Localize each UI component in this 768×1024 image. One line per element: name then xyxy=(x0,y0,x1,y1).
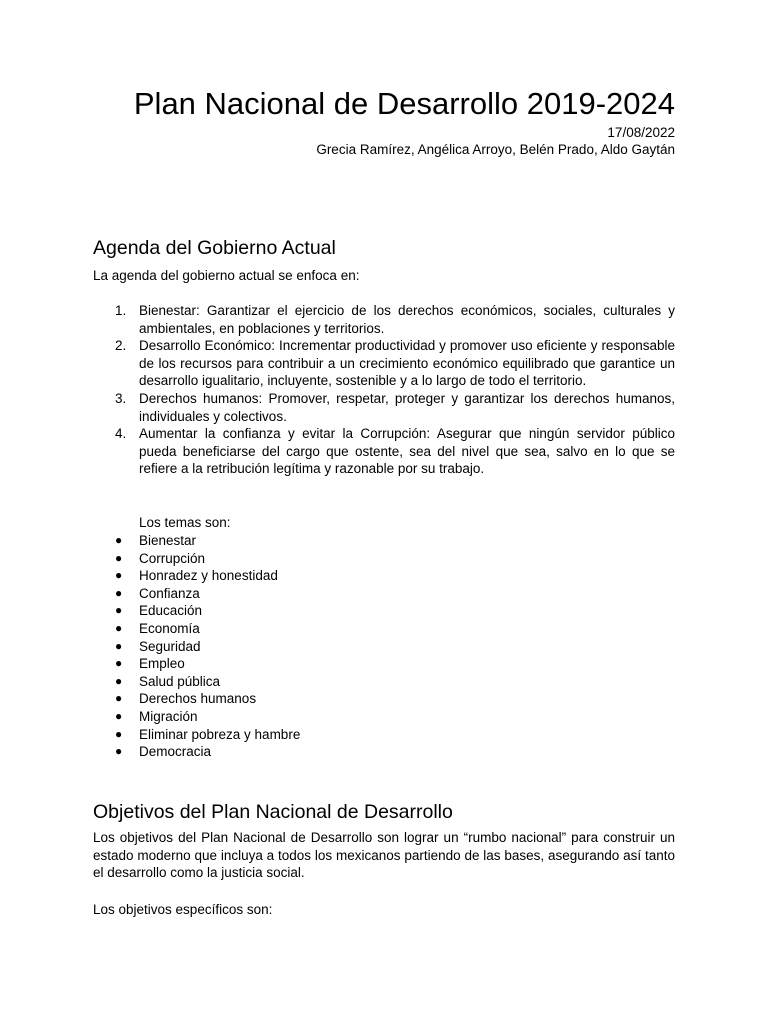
bullet-icon: ● xyxy=(115,568,123,583)
document-title: Plan Nacional de Desarrollo 2019-2024 xyxy=(133,86,675,121)
list-item xyxy=(93,302,675,337)
list-item-text: Bienestar xyxy=(139,533,197,548)
bullet-icon: ● xyxy=(115,603,123,618)
bullet-icon: ● xyxy=(115,726,123,741)
list-item-text: Corrupción xyxy=(139,550,206,566)
list-item-text: Bienestar: Garantizar el ejercicio de los derechos económicos, sociales, culturales y ambientales, en poblaciones y territorios. xyxy=(139,303,675,336)
bullet-icon: ● xyxy=(115,585,123,600)
list-item-number: 2. xyxy=(115,338,127,354)
bullet-icon: ● xyxy=(115,533,123,547)
list-item xyxy=(93,550,675,568)
list-item-text: Salud pública xyxy=(139,673,221,689)
list-item xyxy=(93,390,675,425)
agenda-numbered-list xyxy=(93,302,675,478)
bullet-icon: ● xyxy=(115,656,123,671)
list-item xyxy=(93,567,675,585)
list-item-number: 3. xyxy=(115,390,127,406)
bullet-icon: ● xyxy=(115,673,123,688)
list-item-text: Aumentar la confianza y evitar la Corrupción: Asegurar que ningún servidor público pueda beneficiarse del cargo que ostente, sea del nivel que sea, salvo en lo que se refiere a la retribución legítima y razonable por su trabajo. xyxy=(139,426,675,477)
list-item xyxy=(93,673,675,691)
bullet-icon: ● xyxy=(115,550,123,565)
list-item-text: Seguridad xyxy=(139,638,201,654)
section-heading-agenda: Agenda del Gobierno Actual xyxy=(93,237,336,259)
list-item-text: Educación xyxy=(139,603,203,619)
agenda-intro: La agenda del gobierno actual se enfoca en: xyxy=(93,268,360,283)
objetivos-paragraph: Los objetivos del Plan Nacional de Desarrollo son lograr un “rumbo nacional” para construir un estado moderno que incluya a todos los mexicanos partiendo de las bases, asegurando así tanto el desarrollo como la justicia social. xyxy=(93,830,675,881)
bullet-icon: ● xyxy=(115,744,123,759)
document-date: 17/08/2022 xyxy=(607,125,675,140)
bullet-icon: ● xyxy=(115,620,123,635)
list-item-text: Democracia xyxy=(139,744,212,760)
document-header xyxy=(115,86,675,158)
list-item xyxy=(93,532,675,550)
list-item-text: Derechos humanos: Promover, respetar, proteger y garantizar los derechos humanos, individuales y colectivos. xyxy=(139,390,675,424)
themes-bullet-list xyxy=(93,532,675,761)
list-item xyxy=(93,655,675,673)
list-item-number: 4. xyxy=(115,426,127,442)
list-item-text: Migración xyxy=(139,708,198,724)
section-heading-objetivos: Objetivos del Plan Nacional de Desarrollo xyxy=(93,801,453,823)
list-item xyxy=(93,726,675,744)
list-item xyxy=(93,620,675,638)
list-item-text: Desarrollo Económico: Incrementar productividad y promover uso eficiente y responsable de los recursos para contribuir a un crecimiento económico equilibrado que garantice un desarrollo igualitario, incluyente, sostenible y a lo largo de todo el territorio. xyxy=(139,338,675,389)
list-item-text: Eliminar pobreza y hambre xyxy=(139,726,301,742)
list-item xyxy=(93,425,675,478)
list-item xyxy=(93,690,675,708)
list-item xyxy=(93,602,675,620)
list-item xyxy=(93,708,675,726)
objetivos-specific-label: Los objetivos específicos son: xyxy=(93,902,273,917)
bullet-icon: ● xyxy=(115,638,123,653)
list-item xyxy=(93,585,675,603)
list-item-number: 1. xyxy=(115,303,127,318)
list-item-text: Confianza xyxy=(139,585,200,601)
list-item-text: Derechos humanos xyxy=(139,691,257,707)
document-authors: Grecia Ramírez, Angélica Arroyo, Belén Prado, Aldo Gaytán xyxy=(316,142,675,157)
list-item xyxy=(93,743,675,761)
list-item-text: Economía xyxy=(139,620,200,636)
bullet-icon: ● xyxy=(115,708,123,723)
bullet-icon: ● xyxy=(115,691,123,706)
themes-label: Los temas son: xyxy=(139,515,231,530)
list-item xyxy=(93,337,675,390)
list-item xyxy=(93,638,675,656)
list-item-text: Empleo xyxy=(139,656,185,672)
list-item-text: Honradez y honestidad xyxy=(139,568,278,584)
